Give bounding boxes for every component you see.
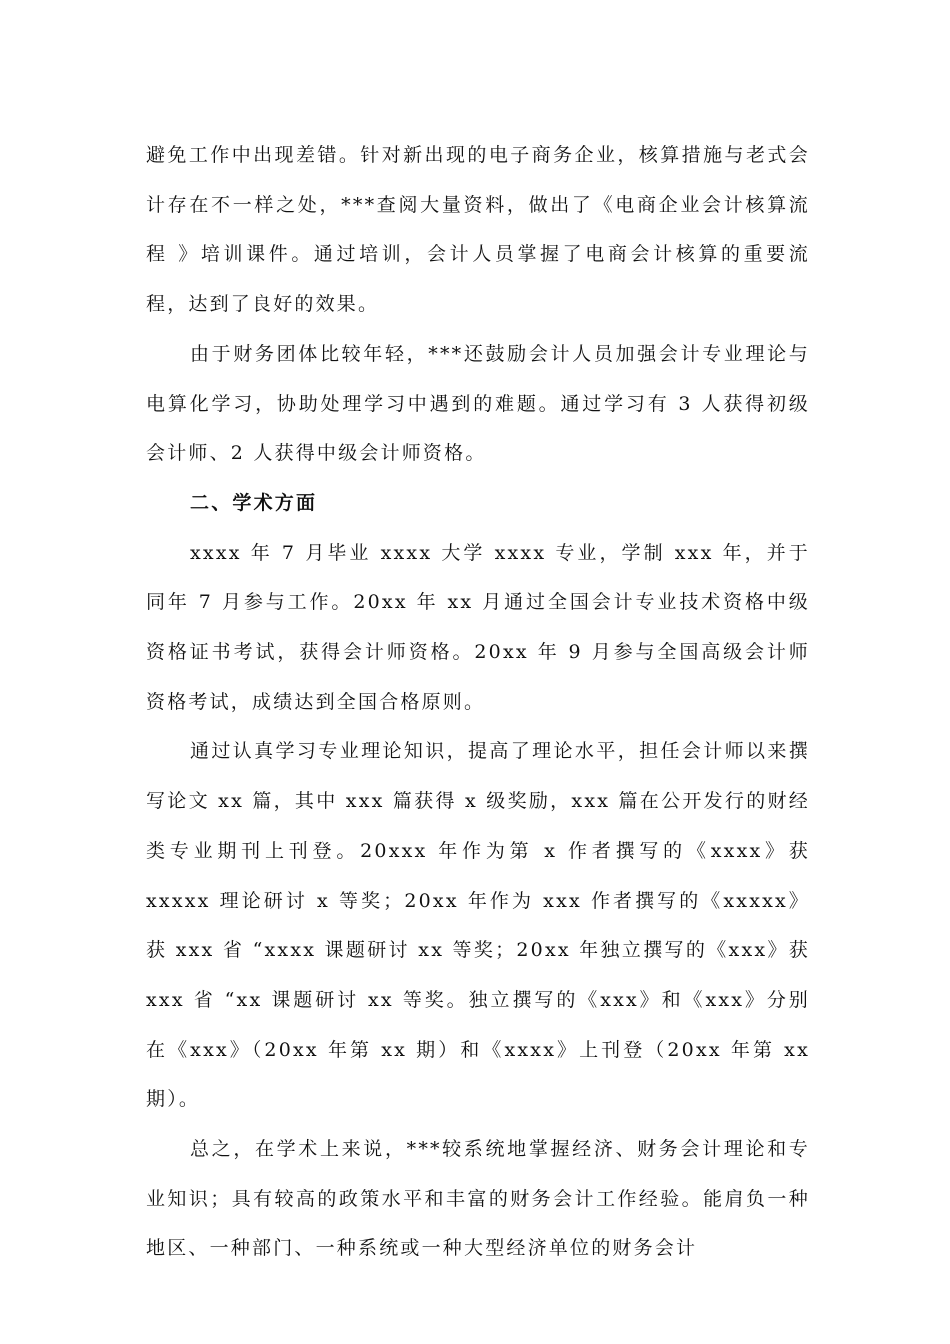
paragraph-continuation: 避免工作中出现差错。针对新出现的电子商务企业，核算措施与老式会计存在不一样之处，***查阅大量资料，做出了《电商企业会计核算流程 》培训课件。通过培训，会计人员掌握了电商会计核算的重要流程，达到了良好的效果。 bbox=[146, 144, 810, 316]
paragraph-summary: 总之，在学术上来说，***较系统地掌握经济、财务会计理论和专业知识；具有较高的政策水平和丰富的财务会计工作经验。能肩负一种地区、一种部门、一种系统或一种大型经济单位的财务会计 bbox=[146, 1138, 810, 1260]
paragraph-education: xxxx 年 7 月毕业 xxxx 大学 xxxx 专业，学制 xxx 年，并于同年 7 月参与工作。20xx 年 xx 月通过全国会计专业技术资格中级资格证书考试，获得会计师资格。20xx 年 9 月参与全国高级会计师资格考试，成绩达到全国合格原则。 bbox=[146, 541, 810, 713]
section-heading-academic: 二、学术方面 bbox=[190, 491, 318, 514]
paragraph-publications: 通过认真学习专业理论知识，提高了理论水平，担任会计师以来撰写论文 xx 篇，其中 xxx 篇获得 x 级奖励，xxx 篇在公开发行的财经类专业期刊上刊登。20xxx 年作为第 x 作者撰写的《xxxx》获 xxxxx 理论研讨 x 等奖；20xx 年作为 xxx 作者撰写的《xxxxx》获 xxx 省 “xxxx 课题研讨 xx 等奖；20xx 年独立撰写的《xxx》获 xxx 省 “xx 课题研讨 xx 等奖。独立撰写的《xxx》和《xxx》分别在《xxx》（20xx 年第 xx 期）和《xxxx》上刊登（20xx 年第 xx 期）。 bbox=[146, 740, 810, 1111]
paragraph-team-training: 由于财务团体比较年轻，***还鼓励会计人员加强会计专业理论与电算化学习，协助处理学习中遇到的难题。通过学习有 3 人获得初级会计师、2 人获得中级会计师资格。 bbox=[146, 342, 810, 465]
document-body bbox=[146, 131, 810, 1274]
